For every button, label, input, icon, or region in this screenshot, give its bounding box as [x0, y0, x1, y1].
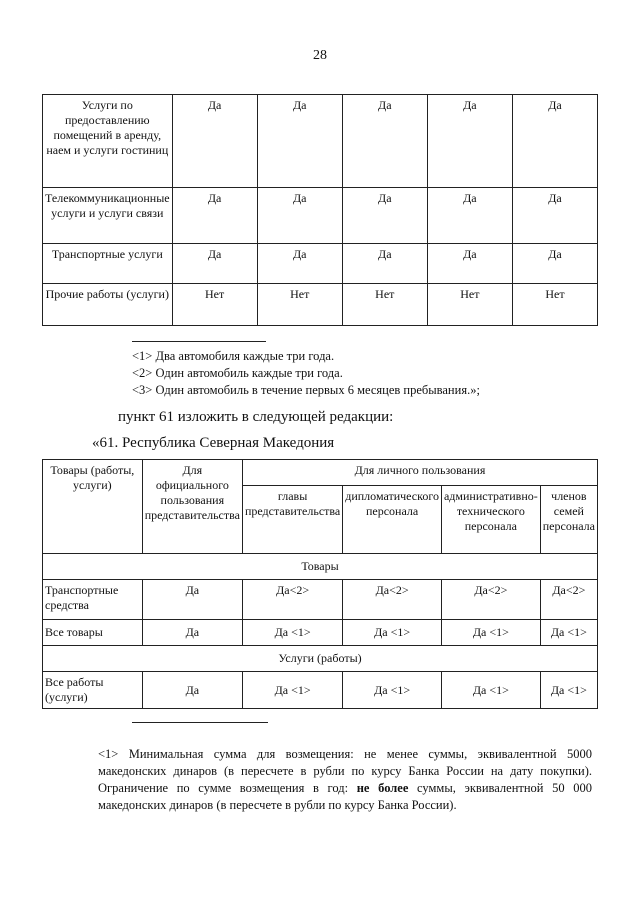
footnote-text: суммы, эквивалентной 50 000 македонских динаров (в пересчете в рубли по курсу Банка России). — [98, 781, 593, 812]
cell-value: Да <1> — [343, 620, 442, 646]
cell-value: Да — [427, 188, 512, 244]
cell-value: Нет — [512, 284, 597, 326]
footnote-separator — [132, 341, 266, 342]
table-row — [43, 672, 598, 709]
page-number: 28 — [313, 48, 327, 63]
row-label: Транспортные средства — [43, 580, 143, 620]
privileges-table-continued — [42, 94, 598, 326]
row-label: Все товары — [43, 620, 143, 646]
section-title: «61. Республика Северная Македония — [92, 435, 335, 451]
table-row — [43, 188, 598, 244]
table-row — [43, 244, 598, 284]
section-goods: Товары — [43, 554, 598, 580]
cell-value: Да <1> — [242, 620, 342, 646]
cell-value: Да — [142, 672, 242, 709]
cell-value: Да <1> — [540, 620, 597, 646]
row-label: Телекоммуникационные услуги и услуги связи — [43, 188, 173, 244]
header-family: членов семей персонала — [540, 486, 597, 554]
cell-value: Нет — [172, 284, 257, 326]
header-admin: административно-технического персонала — [441, 486, 540, 554]
footnotes-top — [132, 348, 480, 399]
row-label: Транспортные услуги — [43, 244, 173, 284]
cell-value: Да — [427, 244, 512, 284]
header-official-use: Для официального пользования представительства — [142, 460, 242, 554]
header-diplomatic: дипломатического персонала — [343, 486, 442, 554]
section-services: Услуги (работы) — [43, 646, 598, 672]
cell-value: Да — [172, 188, 257, 244]
footnote-2: <2> Один автомобиль каждые три года. — [132, 366, 343, 380]
cell-value: Да — [512, 244, 597, 284]
cell-value: Да — [257, 244, 342, 284]
cell-value: Да<2> — [540, 580, 597, 620]
table-row — [43, 284, 598, 326]
cell-value: Да — [512, 95, 597, 188]
cell-value: Да<2> — [242, 580, 342, 620]
cell-value: Нет — [342, 284, 427, 326]
cell-value: Да — [512, 188, 597, 244]
footnote-bold-text: не более — [356, 781, 409, 795]
cell-value: Да — [342, 244, 427, 284]
cell-value: Да — [172, 95, 257, 188]
cell-value: Да — [257, 188, 342, 244]
footnote-3: <3> Один автомобиль в течение первых 6 месяцев пребывания.»; — [132, 383, 480, 397]
table-row — [43, 95, 598, 188]
cell-value: Да <1> — [441, 672, 540, 709]
cell-value: Да — [172, 244, 257, 284]
cell-value: Да<2> — [441, 580, 540, 620]
cell-value: Да <1> — [540, 672, 597, 709]
cell-value: Да — [142, 580, 242, 620]
cell-value: Нет — [257, 284, 342, 326]
cell-value: Да — [342, 188, 427, 244]
cell-value: Да — [142, 620, 242, 646]
header-row — [43, 460, 598, 486]
footnote-1: <1> Два автомобиля каждые три года. — [132, 349, 335, 363]
cell-value: Да <1> — [242, 672, 342, 709]
header-personal-use: Для личного пользования — [242, 460, 597, 486]
cell-value: Да — [342, 95, 427, 188]
footnote-text: <1> Минимальная сумма для возмещения: не менее суммы, эквивалентной 5000 македонских динаров (в пересчете в рубли по курсу Банка России на дату покупки). Ограничение по сумме возмещения в год: — [98, 747, 592, 795]
cell-value: Да<2> — [343, 580, 442, 620]
table-row — [43, 580, 598, 620]
cell-value: Нет — [427, 284, 512, 326]
table-row — [43, 620, 598, 646]
amendment-instruction: пункт 61 изложить в следующей редакции: — [118, 409, 394, 425]
cell-value: Да <1> — [441, 620, 540, 646]
row-label: Прочие работы (услуги) — [43, 284, 173, 326]
section-row — [43, 554, 598, 580]
cell-value: Да — [257, 95, 342, 188]
footnote-separator — [132, 722, 268, 723]
header-heads: главы представительства — [242, 486, 342, 554]
header-goods-services: Товары (работы, услуги) — [43, 460, 143, 554]
cell-value: Да — [427, 95, 512, 188]
section-row — [43, 646, 598, 672]
row-label: Все работы (услуги) — [43, 672, 143, 709]
cell-value: Да <1> — [343, 672, 442, 709]
north-macedonia-table — [42, 459, 598, 709]
row-label: Услуги по предоставлению помещений в аренду, наем и услуги гостиниц — [43, 95, 173, 188]
footnote-bottom — [98, 746, 592, 814]
